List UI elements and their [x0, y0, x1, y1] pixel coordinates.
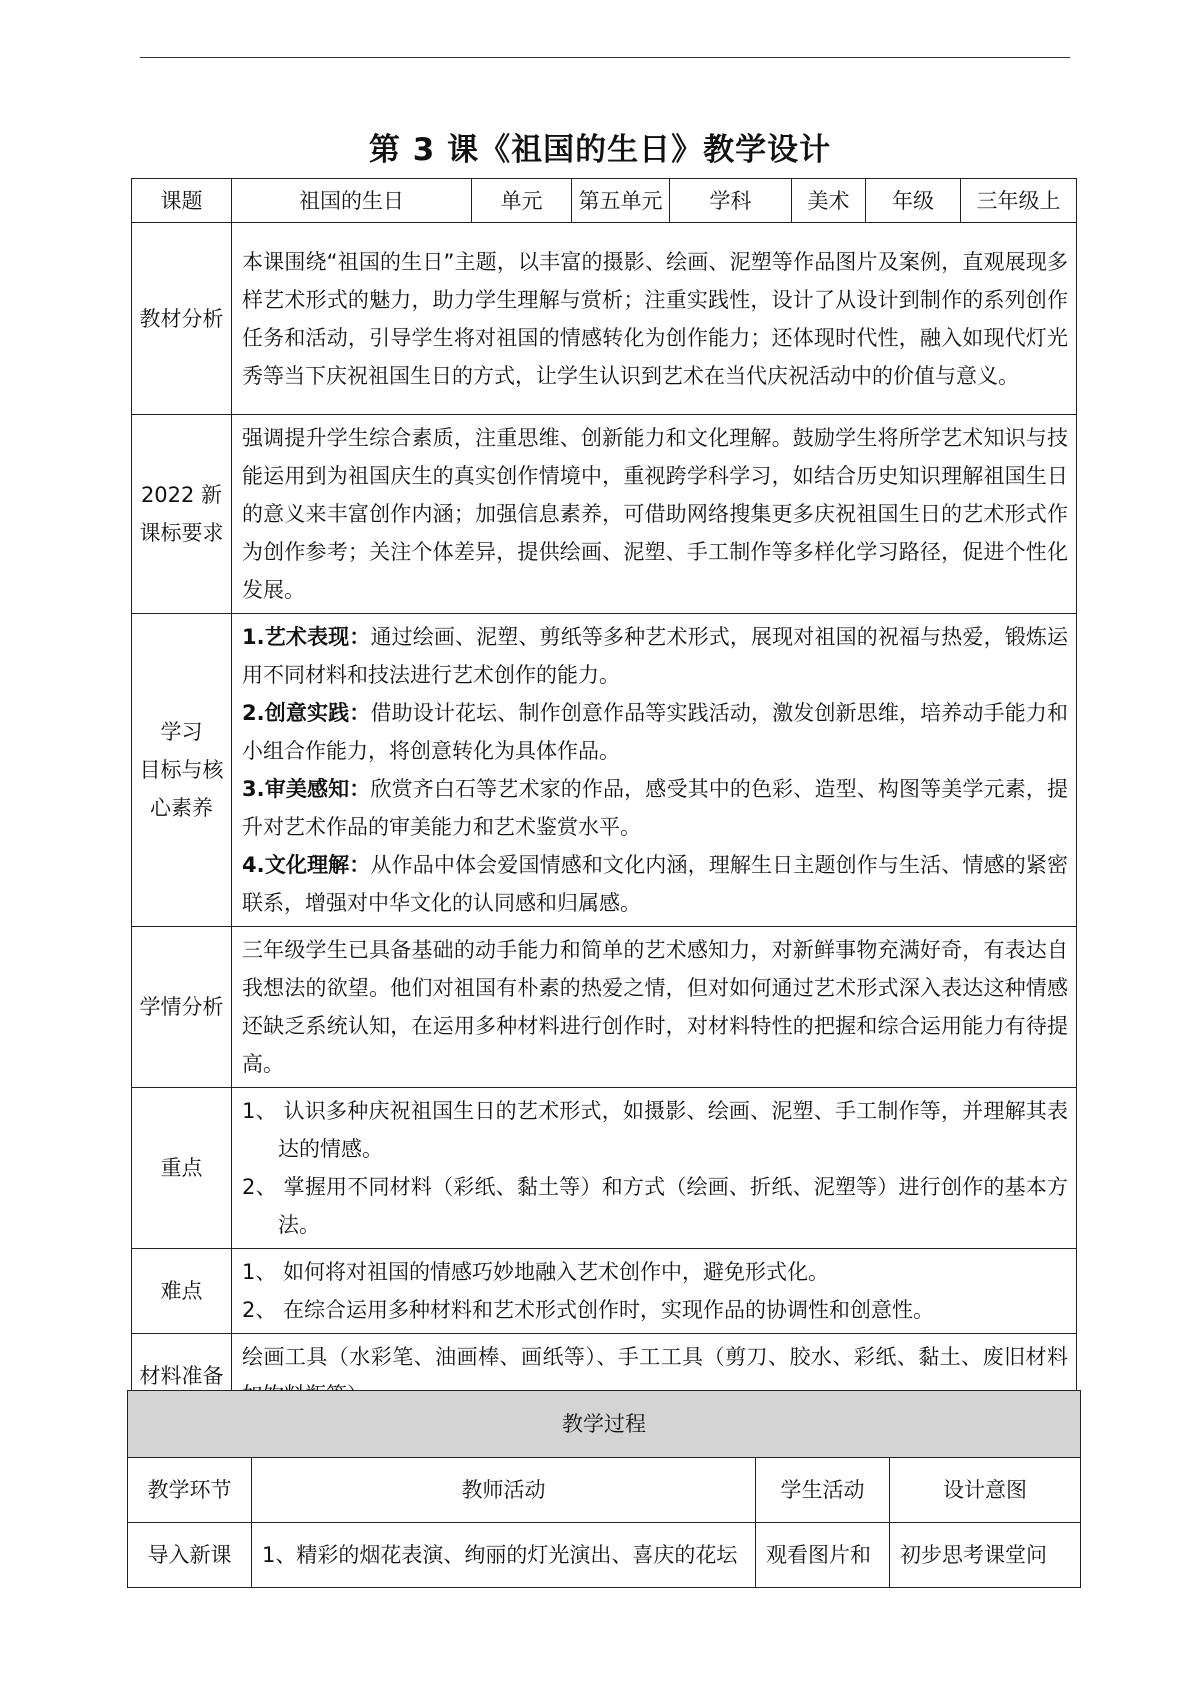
goals-row — [132, 614, 1077, 927]
key-points-body — [232, 1088, 1077, 1249]
material-analysis-row — [132, 223, 1077, 415]
goals-label-line1: 学习 — [160, 720, 203, 744]
curriculum-label-line2: 课标要求 — [139, 521, 224, 545]
topic-value: 祖国的生日 — [232, 179, 472, 223]
goals-label-line2: 目标与核 — [139, 758, 224, 782]
goals-label-line3: 心素养 — [150, 796, 213, 820]
key-points-row — [132, 1088, 1077, 1249]
subject-label: 学科 — [670, 179, 792, 223]
unit-value: 第五单元 — [572, 179, 670, 223]
process-header-stage: 教学环节 — [128, 1458, 252, 1523]
goal-item — [242, 846, 1068, 922]
lesson-info-table — [131, 178, 1077, 1419]
goal-head: 4.文化理解： — [242, 853, 371, 877]
topic-label: 课题 — [132, 179, 232, 223]
process-stage-cell: 导入新课 — [128, 1523, 252, 1588]
goal-text: 借助设计花坛、制作创意作品等实践活动，激发创新思维，培养动手能力和小组合作能力，将创意转化为具体作品。 — [242, 701, 1069, 763]
goal-head: 3.审美感知： — [242, 777, 371, 801]
difficulty-item: 1、 如何将对祖国的情感巧妙地融入艺术创作中，避免形式化。 — [242, 1260, 830, 1284]
materials-label: 材料准备 — [132, 1334, 232, 1419]
process-banner: 教学过程 — [128, 1391, 1081, 1458]
process-banner-row — [128, 1391, 1081, 1458]
process-header-student: 学生活动 — [756, 1458, 890, 1523]
process-teacher-cell: 1、精彩的烟花表演、绚丽的灯光演出、喜庆的花坛 — [252, 1523, 756, 1588]
goal-text: 欣赏齐白石等艺术家的作品，感受其中的色彩、造型、构图等美学元素，提升对艺术作品的审美能力和艺术鉴赏水平。 — [242, 777, 1069, 839]
info-header-row — [132, 179, 1077, 223]
page-title: 第 3 课《祖国的生日》教学设计 — [368, 132, 832, 168]
learner-analysis-row — [132, 927, 1077, 1088]
goal-item — [242, 770, 1068, 846]
difficulties-row — [132, 1249, 1077, 1334]
goal-item — [242, 618, 1068, 694]
goal-head: 2.创意实践： — [242, 701, 371, 725]
process-intent-cell: 初步思考课堂问 — [890, 1523, 1081, 1588]
grade-value: 三年级上 — [961, 179, 1077, 223]
goal-head: 1.艺术表现： — [242, 625, 371, 649]
table-row — [128, 1523, 1081, 1588]
materials-text: 绘画工具（水彩笔、油画棒、画纸等）、手工工具（剪刀、胶水、彩纸、黏土、废旧材料 — [232, 1334, 1077, 1419]
goal-text: 通过绘画、泥塑、剪纸等多种艺术形式，展现对祖国的祝福与热爱，锻炼运用不同材料和技法进行艺术创作的能力。 — [242, 625, 1069, 687]
key-point-item: 1、 认识多种庆祝祖国生日的艺术形式，如摄影、绘画、泥塑、手工制作等，并理解其表达的情感。 — [242, 1099, 1068, 1161]
goals-label — [132, 614, 232, 927]
unit-label: 单元 — [472, 179, 572, 223]
header-rule — [140, 57, 1070, 58]
grade-label: 年级 — [866, 179, 961, 223]
curriculum-label-line1: 2022 新 — [140, 483, 223, 507]
goal-item — [242, 694, 1068, 770]
material-analysis-label: 教材分析 — [132, 223, 232, 415]
process-header-row — [128, 1458, 1081, 1523]
process-student-cell: 观看图片和 — [756, 1523, 890, 1588]
material-analysis-text: 本课围绕“祖国的生日”主题，以丰富的摄影、绘画、泥塑等作品图片及案例，直观展现多样艺术形式的魅力，助力学生理解与赏析；注重实践性，设计了从设计到制作的系列创作任务和活动，引导学生将对祖国的情感转化为创作能力；还体现时代性，融入如现代灯光秀等当下庆祝祖国生日的方式，让学生认识到艺术在当代庆祝活动中的价值与意义。 — [232, 223, 1077, 415]
curriculum-row — [132, 415, 1077, 614]
difficulties-body — [232, 1249, 1077, 1334]
teaching-process-table — [127, 1390, 1081, 1588]
difficulties-label: 难点 — [132, 1249, 232, 1334]
goals-body — [232, 614, 1077, 927]
curriculum-text: 强调提升学生综合素质，注重思维、创新能力和文化理解。鼓励学生将所学艺术知识与技能运用到为祖国庆生的真实创作情境中，重视跨学科学习，如结合历史知识理解祖国生日的意义来丰富创作内涵；加强信息素养，可借助网络搜集更多庆祝祖国生日的艺术形式作为创作参考；关注个体差异，提供绘画、泥塑、手工制作等多样化学习路径，促进个性化发展。 — [232, 415, 1077, 614]
learner-analysis-label: 学情分析 — [132, 927, 232, 1088]
difficulty-item: 2、 在综合运用多种材料和艺术形式创作时，实现作品的协调性和创意性。 — [242, 1298, 935, 1322]
subject-value: 美术 — [792, 179, 866, 223]
process-header-intent: 设计意图 — [890, 1458, 1081, 1523]
key-points-label: 重点 — [132, 1088, 232, 1249]
goal-text: 从作品中体会爱国情感和文化内涵，理解生日主题创作与生活、情感的紧密联系，增强对中华文化的认同感和归属感。 — [242, 853, 1069, 915]
process-header-teacher: 教师活动 — [252, 1458, 756, 1523]
learner-analysis-text: 三年级学生已具备基础的动手能力和简单的艺术感知力，对新鲜事物充满好奇，有表达自我想法的欲望。他们对祖国有朴素的热爱之情，但对如何通过艺术形式深入表达这种情感还缺乏系统认知，在运用多种材料进行创作时，对材料特性的把握和综合运用能力有待提高。 — [232, 927, 1077, 1088]
key-point-item: 2、 掌握用不同材料（彩纸、黏土等）和方式（绘画、折纸、泥塑等）进行创作的基本方法。 — [242, 1175, 1068, 1237]
curriculum-label — [132, 415, 232, 614]
